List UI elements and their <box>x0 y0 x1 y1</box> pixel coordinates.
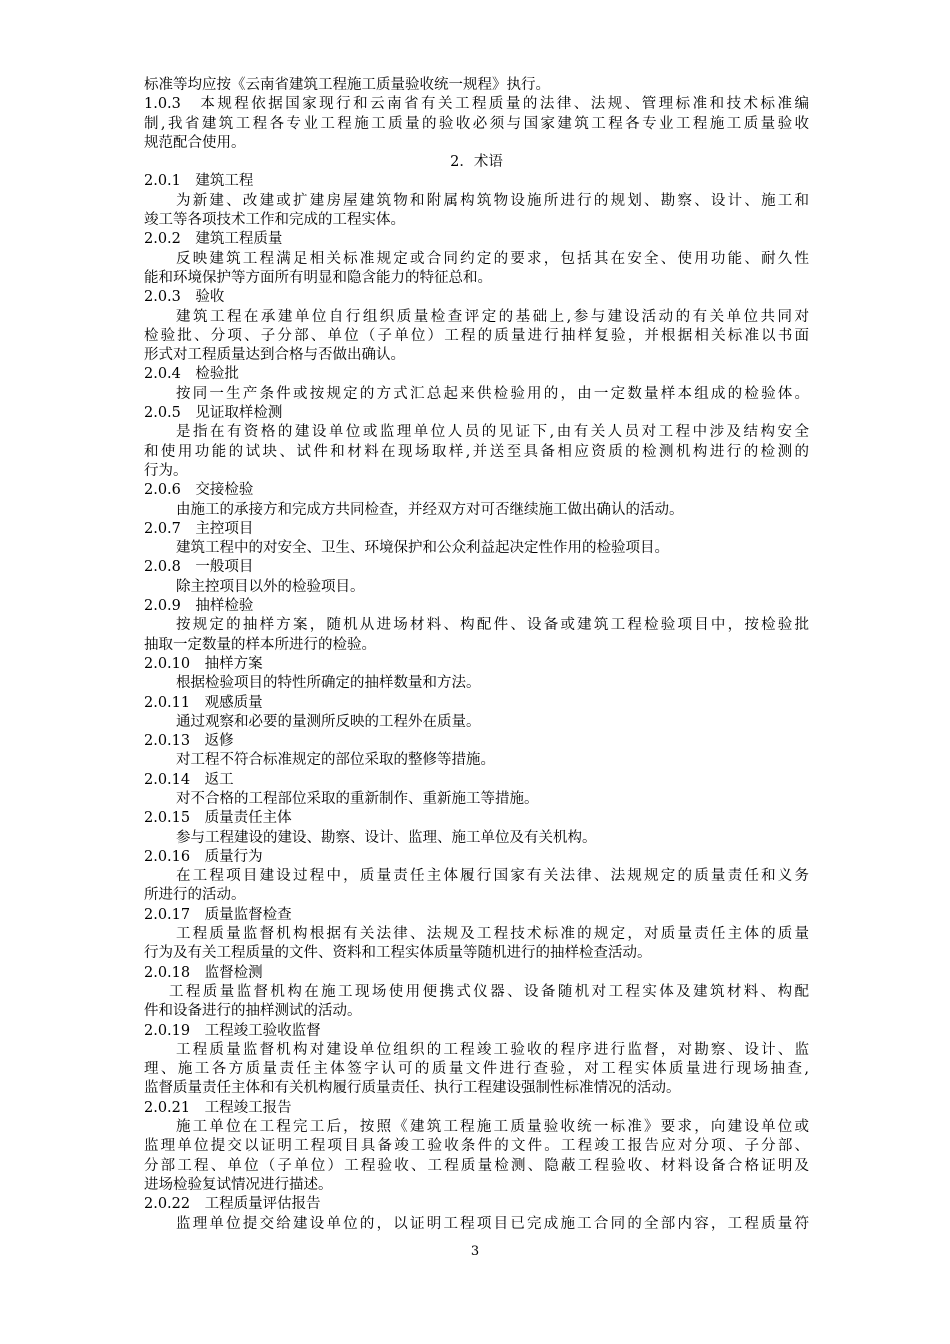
text-line: 2.0.13 返修 <box>144 733 234 750</box>
text-line: 建筑工程中的对安全、卫生、环境保护和公众利益起决定性作用的检验项目。 <box>176 540 669 557</box>
text-line: 2.0.15 质量责任主体 <box>144 810 292 827</box>
text-line: 2.0.22 工程质量评估报告 <box>144 1196 321 1213</box>
text-line: 2.0.5 见证取样检测 <box>144 405 283 422</box>
text-line: 对不合格的工程部位采取的重新制作、重新施工等措施。 <box>176 790 539 807</box>
text-line: 行为。 <box>144 462 188 479</box>
text-line: 为新建、改建或扩建房屋建筑物和附属构筑物设施所进行的规划、勘察、设计、施工和 <box>176 192 809 209</box>
text-line: 除主控项目以外的检验项目。 <box>176 578 365 595</box>
text-line: 和使用功能的试块、试件和材料在现场取样,并送至具备相应资质的检测机构进行的检测的 <box>144 443 809 460</box>
text-line: 2.0.10 抽样方案 <box>144 655 263 672</box>
document-body <box>144 76 809 1234</box>
text-line: 竣工等各项技术工作和完成的工程实体。 <box>144 212 405 229</box>
text-line: 制,我省建筑工程各专业工程施工质量的验收必须与国家建筑工程各专业工程施工质量验收 <box>144 115 809 132</box>
text-line: 形式对工程质量达到合格与否做出确认。 <box>144 347 405 364</box>
text-line: 工程质量监督机构对建设单位组织的工程竣工验收的程序进行监督，对勘察、设计、监 <box>176 1041 809 1058</box>
text-line: 2.0.3 验收 <box>144 289 225 306</box>
text-line: 监督质量责任主体和有关机构履行质量责任、执行工程建设强制性标准情况的活动。 <box>144 1080 681 1097</box>
text-line: 在工程项目建设过程中，质量责任主体履行国家有关法律、法规规定的质量责任和义务 <box>176 868 809 885</box>
text-line: 2.0.7 主控项目 <box>144 520 254 537</box>
text-line: 抽取一定数量的样本所进行的检验。 <box>144 636 376 653</box>
text-line: 2.0.2 建筑工程质量 <box>144 231 283 248</box>
text-line: 2.0.14 返工 <box>144 771 234 788</box>
text-line: 检验批、分项、子分部、单位（子单位）工程的质量进行抽样复验，并根据相关标准以书面 <box>144 327 809 344</box>
text-line: 反映建筑工程满足相关标准规定或合同约定的要求，包括其在安全、使用功能、耐久性 <box>176 250 809 267</box>
text-line: 规范配合使用。 <box>144 134 246 151</box>
section-heading: 2．术语 <box>450 154 503 171</box>
text-line: 能和环境保护等方面所有明显和隐含能力的特征总和。 <box>144 269 492 286</box>
text-line: 建筑工程在承建单位自行组织质量检查评定的基础上,参与建设活动的有关单位共同对 <box>176 308 809 325</box>
text-line: 2.0.9 抽样检验 <box>144 598 254 615</box>
text-line: 根据检验项目的特性所确定的抽样数量和方法。 <box>176 675 481 692</box>
text-line: 2.0.17 质量监督检查 <box>144 906 292 923</box>
text-line: 对工程不符合标准规定的部位采取的整修等措施。 <box>176 752 495 769</box>
text-line: 件和设备进行的抽样测试的活动。 <box>144 1003 362 1020</box>
text-line: 按同一生产条件或按规定的方式汇总起来供检验用的，由一定数量样本组成的检验体。 <box>176 385 809 402</box>
text-line: 2.0.16 质量行为 <box>144 848 263 865</box>
text-line: 工程质量监督机构在施工现场使用便携式仪器、设备随机对工程实体及建筑材料、构配 <box>169 983 809 1000</box>
text-line: 工程质量监督机构根据有关法律、法规及工程技术标准的规定，对质量责任主体的质量 <box>176 926 809 943</box>
text-line: 监理单位提交给建设单位的，以证明工程项目已完成施工合同的全部内容，工程质量符 <box>176 1215 809 1232</box>
text-line: 施工单位在工程完工后，按照《建筑工程施工质量验收统一标准》要求，向建设单位或 <box>176 1119 809 1136</box>
text-line: 由施工的承接方和完成方共同检查，并经双方对可否继续施工做出确认的活动。 <box>176 501 684 518</box>
text-line: 1.0.3 本规程依据国家现行和云南省有关工程质量的法律、法规、管理标准和技术标准编 <box>144 96 809 113</box>
text-line: 2.0.19 工程竣工验收监督 <box>144 1022 321 1039</box>
page-number: 3 <box>470 1244 480 1259</box>
text-line: 分部工程、单位（子单位）工程验收、工程质量检测、隐蔽工程验收、材料设备合格证明及 <box>144 1157 809 1174</box>
text-line: 所进行的活动。 <box>144 887 246 904</box>
text-line: 监理单位提交以证明工程项目具备竣工验收条件的文件。工程竣工报告应对分项、子分部、 <box>144 1138 809 1155</box>
text-line: 2.0.1 建筑工程 <box>144 173 254 190</box>
text-line: 2.0.21 工程竣工报告 <box>144 1099 292 1116</box>
text-line: 参与工程建设的建设、勘察、设计、监理、施工单位及有关机构。 <box>176 829 597 846</box>
text-line: 行为及有关工程质量的文件、资料和工程实体质量等随机进行的抽样检查活动。 <box>144 945 652 962</box>
text-line: 进场检验复试情况进行描述。 <box>144 1176 333 1193</box>
text-line: 按规定的抽样方案，随机从进场材料、构配件、设备或建筑工程检验项目中，按检验批 <box>176 617 809 634</box>
text-line: 2.0.11 观感质量 <box>144 694 263 711</box>
text-line: 是指在有资格的建设单位或监理单位人员的见证下,由有关人员对工程中涉及结构安全 <box>176 424 809 441</box>
text-line: 2.0.4 检验批 <box>144 366 239 383</box>
text-line: 通过观察和必要的量测所反映的工程外在质量。 <box>176 713 481 730</box>
text-line: 标准等均应按《云南省建筑工程施工质量验收统一规程》执行。 <box>144 77 550 93</box>
text-line: 2.0.6 交接检验 <box>144 482 254 499</box>
text-line: 2.0.8 一般项目 <box>144 559 254 576</box>
text-line: 2.0.18 监督检测 <box>144 964 263 981</box>
text-line: 理、施工各方质量责任主体签字认可的质量文件进行查验，对工程实体质量进行现场抽查, <box>144 1061 809 1078</box>
